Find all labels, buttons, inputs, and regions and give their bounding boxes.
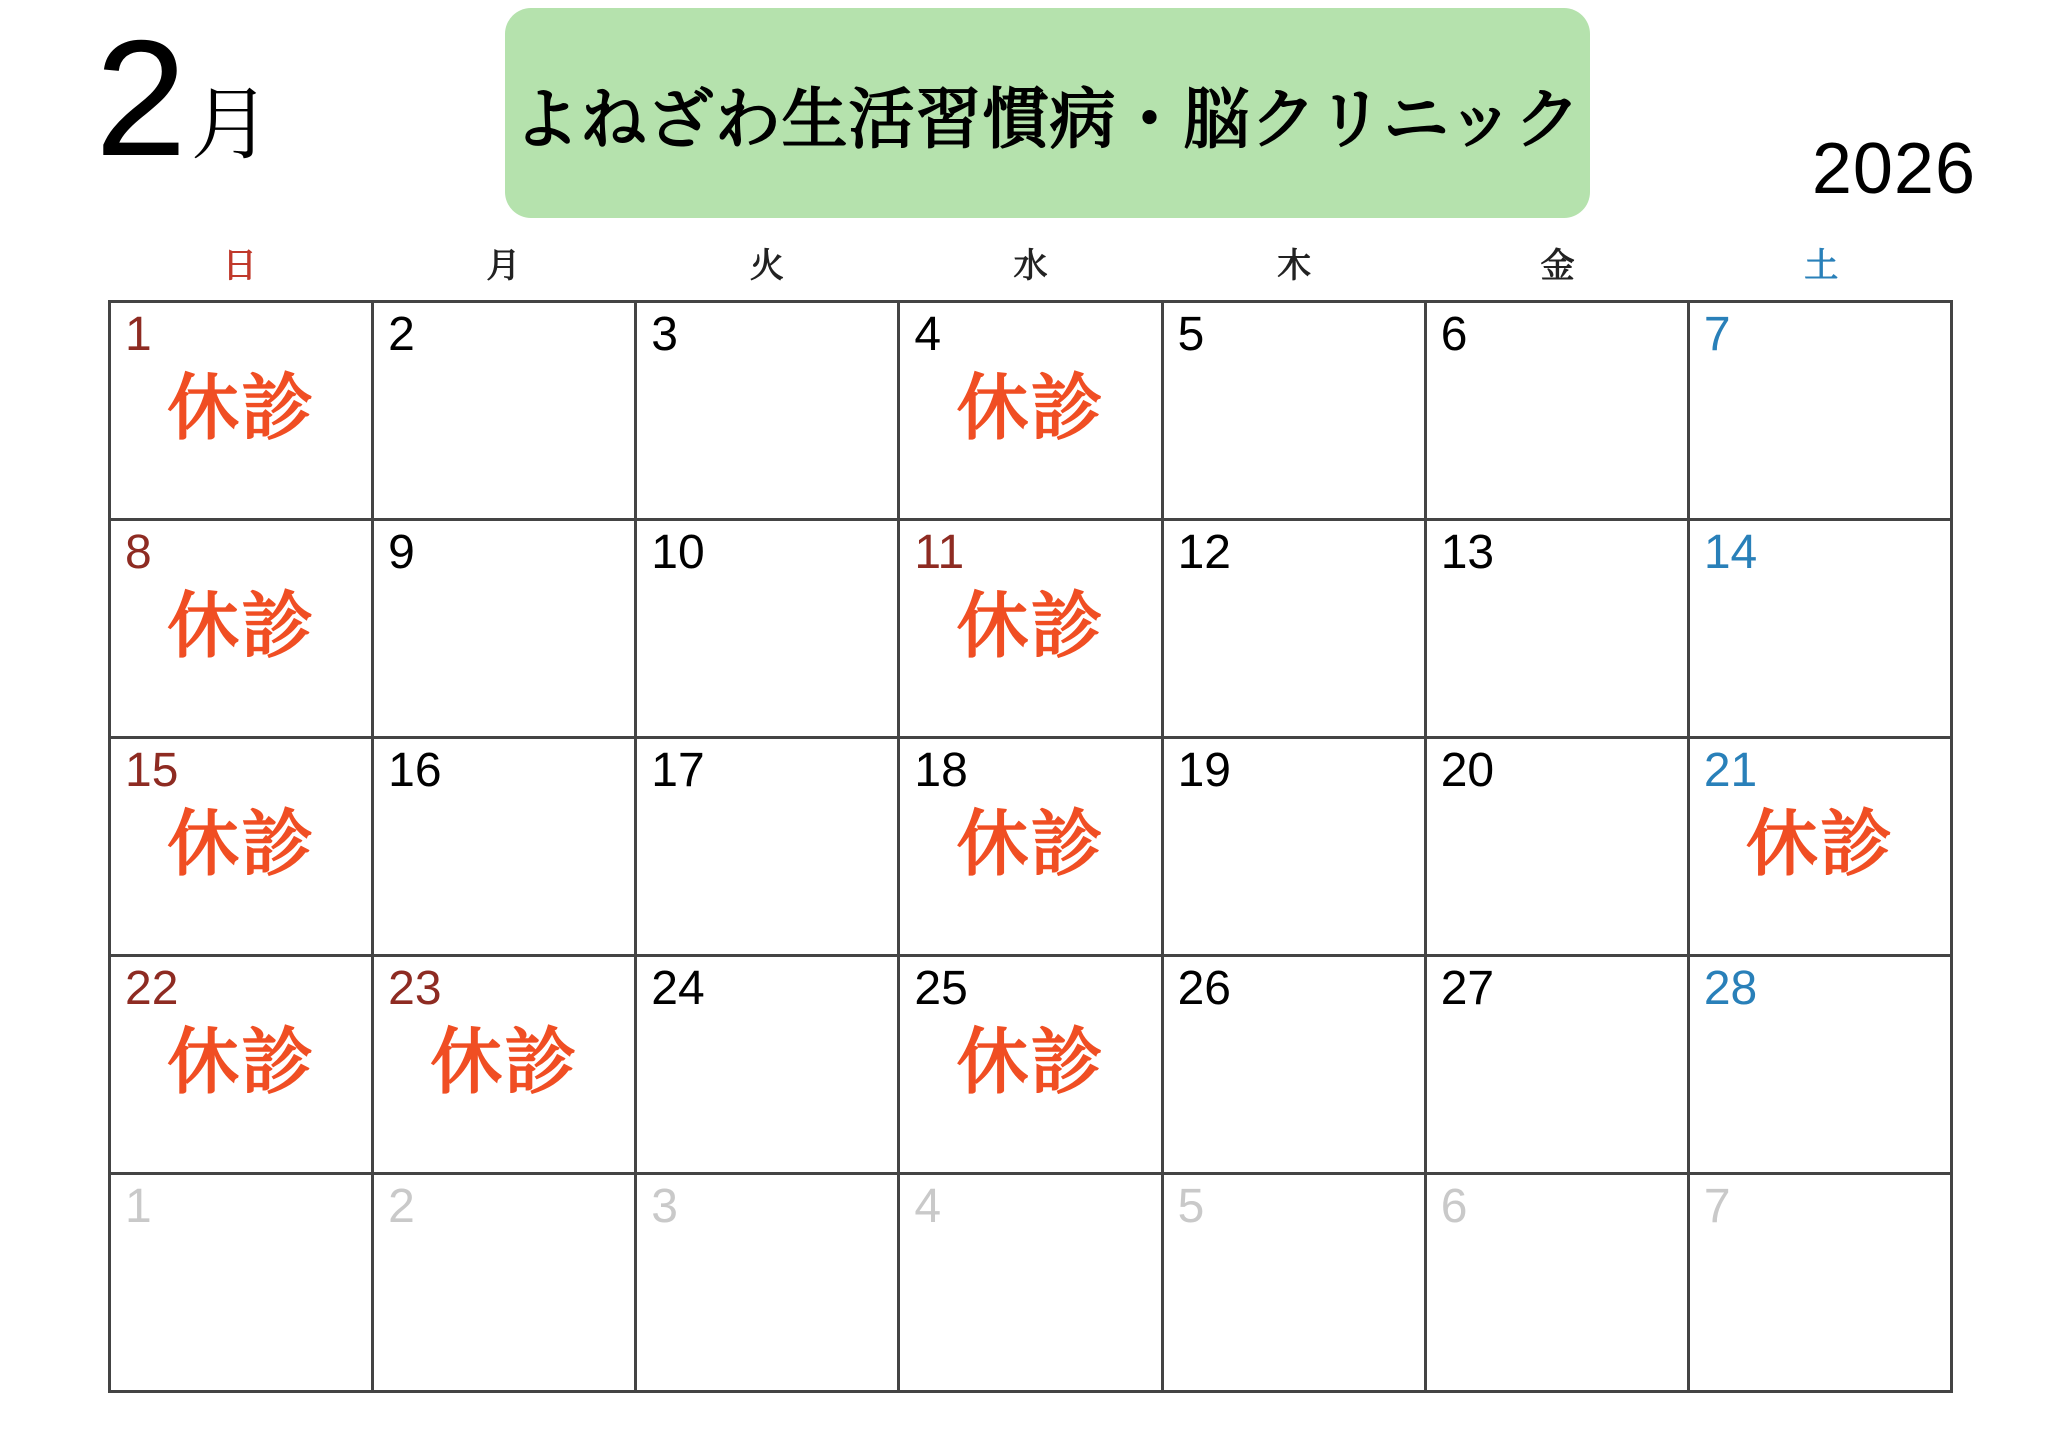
- closed-badge: 休診: [956, 369, 1105, 449]
- calendar-day-cell[interactable]: [637, 739, 900, 957]
- day-number: 9: [388, 526, 415, 579]
- calendar-day-cell[interactable]: [1690, 521, 1953, 739]
- calendar-day-cell[interactable]: [900, 739, 1163, 957]
- calendar-day-cell[interactable]: [1164, 521, 1427, 739]
- calendar-day-cell[interactable]: [1427, 739, 1690, 957]
- calendar-day-cell[interactable]: [637, 521, 900, 739]
- day-number: 10: [651, 526, 705, 579]
- day-number: 11: [914, 526, 965, 579]
- clinic-name-banner: [505, 8, 1590, 218]
- weekday-friday: 金: [1540, 247, 1575, 285]
- calendar-day-cell[interactable]: [111, 739, 374, 957]
- weekday-saturday: 土: [1804, 247, 1839, 285]
- calendar-day-cell[interactable]: [374, 303, 637, 521]
- calendar-grid: [108, 300, 1953, 1393]
- year-label: 2026: [1811, 129, 1976, 209]
- day-number: 2: [388, 308, 415, 361]
- weekday-wednesday: 水: [1013, 247, 1048, 285]
- calendar-day-cell[interactable]: [374, 957, 637, 1175]
- closed-badge: 休診: [167, 1023, 316, 1103]
- day-number: 7: [1703, 1180, 1731, 1233]
- closed-badge: 休診: [430, 1023, 579, 1103]
- day-number: 27: [1440, 962, 1495, 1015]
- calendar-day-cell[interactable]: [1164, 739, 1427, 957]
- calendar-day-cell[interactable]: [1690, 739, 1953, 957]
- day-number: 4: [914, 308, 942, 361]
- day-number: 8: [125, 526, 152, 579]
- day-number: 3: [651, 1180, 678, 1233]
- clinic-name-label: よねざわ生活習慣病・脳クリニック: [513, 81, 1582, 156]
- calendar-day-cell[interactable]: [374, 739, 637, 957]
- day-number: 23: [388, 962, 442, 1015]
- day-number: 1: [125, 308, 152, 361]
- day-number: 2: [388, 1180, 415, 1233]
- calendar-day-cell[interactable]: [111, 957, 374, 1175]
- calendar-day-cell[interactable]: [900, 303, 1163, 521]
- month-kanji: 月: [190, 79, 271, 169]
- calendar-day-cell[interactable]: [900, 957, 1163, 1175]
- day-number: 18: [914, 744, 968, 797]
- closed-badge: 休診: [956, 805, 1105, 885]
- calendar-day-cell[interactable]: [1690, 303, 1953, 521]
- day-number: 16: [388, 744, 442, 797]
- day-number: 13: [1440, 526, 1495, 579]
- day-number: 25: [914, 962, 968, 1015]
- day-number: 5: [1177, 308, 1205, 361]
- weekday-thursday: 木: [1277, 247, 1312, 285]
- day-number: 20: [1440, 744, 1495, 797]
- day-number: 7: [1703, 308, 1731, 361]
- calendar-day-cell[interactable]: [1164, 1175, 1427, 1393]
- calendar-day-cell[interactable]: [637, 303, 900, 521]
- calendar-day-cell[interactable]: [111, 1175, 374, 1393]
- day-number: 1: [125, 1180, 152, 1233]
- calendar-day-cell[interactable]: [374, 521, 637, 739]
- day-number: 22: [125, 962, 179, 1015]
- day-number: 3: [651, 308, 678, 361]
- calendar-day-cell[interactable]: [1427, 303, 1690, 521]
- closed-badge: 休診: [167, 805, 316, 885]
- weekday-sunday: 日: [222, 247, 257, 285]
- calendar-day-cell[interactable]: [1164, 303, 1427, 521]
- day-number: 4: [914, 1180, 942, 1233]
- calendar-day-cell[interactable]: [1427, 1175, 1690, 1393]
- month-title: [95, 6, 271, 190]
- closed-badge: 休診: [167, 587, 316, 667]
- weekday-header-row: [108, 238, 1953, 287]
- closed-badge: 休診: [956, 587, 1105, 667]
- weekday-monday: 月: [486, 247, 521, 285]
- day-number: 12: [1177, 526, 1231, 579]
- closed-badge: 休診: [167, 369, 316, 449]
- calendar-day-cell[interactable]: [1164, 957, 1427, 1175]
- day-number: 6: [1440, 1180, 1468, 1233]
- calendar-day-cell[interactable]: [900, 1175, 1163, 1393]
- day-number: 24: [651, 962, 705, 1015]
- day-number: 26: [1177, 962, 1231, 1015]
- calendar-day-cell[interactable]: [1427, 957, 1690, 1175]
- calendar-day-cell[interactable]: [637, 957, 900, 1175]
- day-number: 6: [1440, 308, 1468, 361]
- day-number: 19: [1177, 744, 1231, 797]
- calendar-header: [0, 0, 2048, 245]
- closed-badge: 休診: [956, 1023, 1105, 1103]
- calendar-day-cell[interactable]: [111, 521, 374, 739]
- day-number: 28: [1703, 962, 1758, 1015]
- day-number: 5: [1177, 1180, 1205, 1233]
- calendar-day-cell[interactable]: [1427, 521, 1690, 739]
- calendar-day-cell[interactable]: [900, 521, 1163, 739]
- month-number: 2: [95, 6, 185, 190]
- day-number: 14: [1703, 526, 1758, 579]
- calendar-day-cell[interactable]: [1690, 1175, 1953, 1393]
- calendar-day-cell[interactable]: [111, 303, 374, 521]
- day-number: 17: [651, 744, 705, 797]
- calendar-day-cell[interactable]: [374, 1175, 637, 1393]
- day-number: 21: [1703, 744, 1758, 797]
- calendar-day-cell[interactable]: [1690, 957, 1953, 1175]
- closed-badge: 休診: [1745, 805, 1894, 885]
- weekday-tuesday: 火: [749, 247, 784, 285]
- day-number: 15: [125, 744, 179, 797]
- calendar-day-cell[interactable]: [637, 1175, 900, 1393]
